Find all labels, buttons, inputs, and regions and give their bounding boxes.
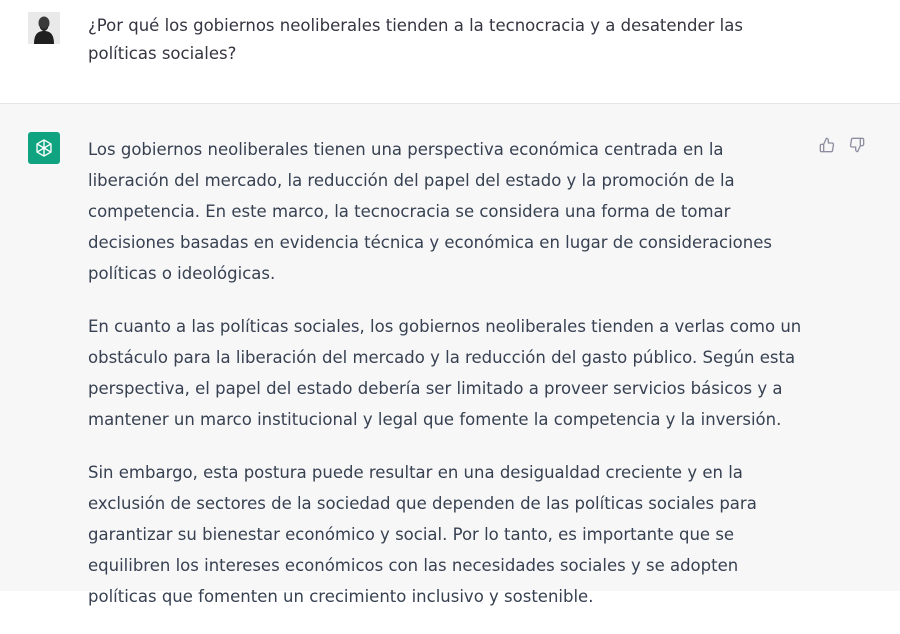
thumbs-up-icon[interactable] [818,136,836,154]
feedback-buttons [818,136,866,154]
user-message-row [0,0,900,104]
assistant-message-text [88,134,808,634]
thumbs-down-icon[interactable] [848,136,866,154]
user-message-text: ¿Por qué los gobiernos neoliberales tienden a la tecnocracia y a desatender las políticas sociales? [88,16,743,63]
openai-logo-icon [28,132,60,164]
assistant-paragraph: Los gobiernos neoliberales tienen una perspectiva económica centrada en la liberación del mercado, la reducción del papel del estado y la promoción de la competencia. En este marco, la tecnocracia se considera una forma de tomar decisiones basadas en evidencia técnica y económica en lugar de consideraciones políticas o ideológicas. [88,140,772,283]
user-avatar [28,12,60,44]
assistant-message-row [0,104,900,606]
assistant-paragraph: En cuanto a las políticas sociales, los gobiernos neoliberales tienden a verlas como un obstáculo para la liberación del mercado y la reducción del gasto público. Según esta perspectiva, el papel del estado debería ser limitado a proveer servicios básicos y a mantener un marco institucional y legal que fomente la competencia y la inversión. [88,317,802,429]
assistant-paragraph: Sin embargo, esta postura puede resultar en una desigualdad creciente y en la exclusión de sectores de la sociedad que dependen de las políticas sociales para garantizar su bienestar económico y social. Por lo tanto, es importante que se equilibren los intereses económicos con las necesidades sociales y se adopten políticas que fomenten un crecimiento inclusivo y sostenible. [88,463,757,606]
